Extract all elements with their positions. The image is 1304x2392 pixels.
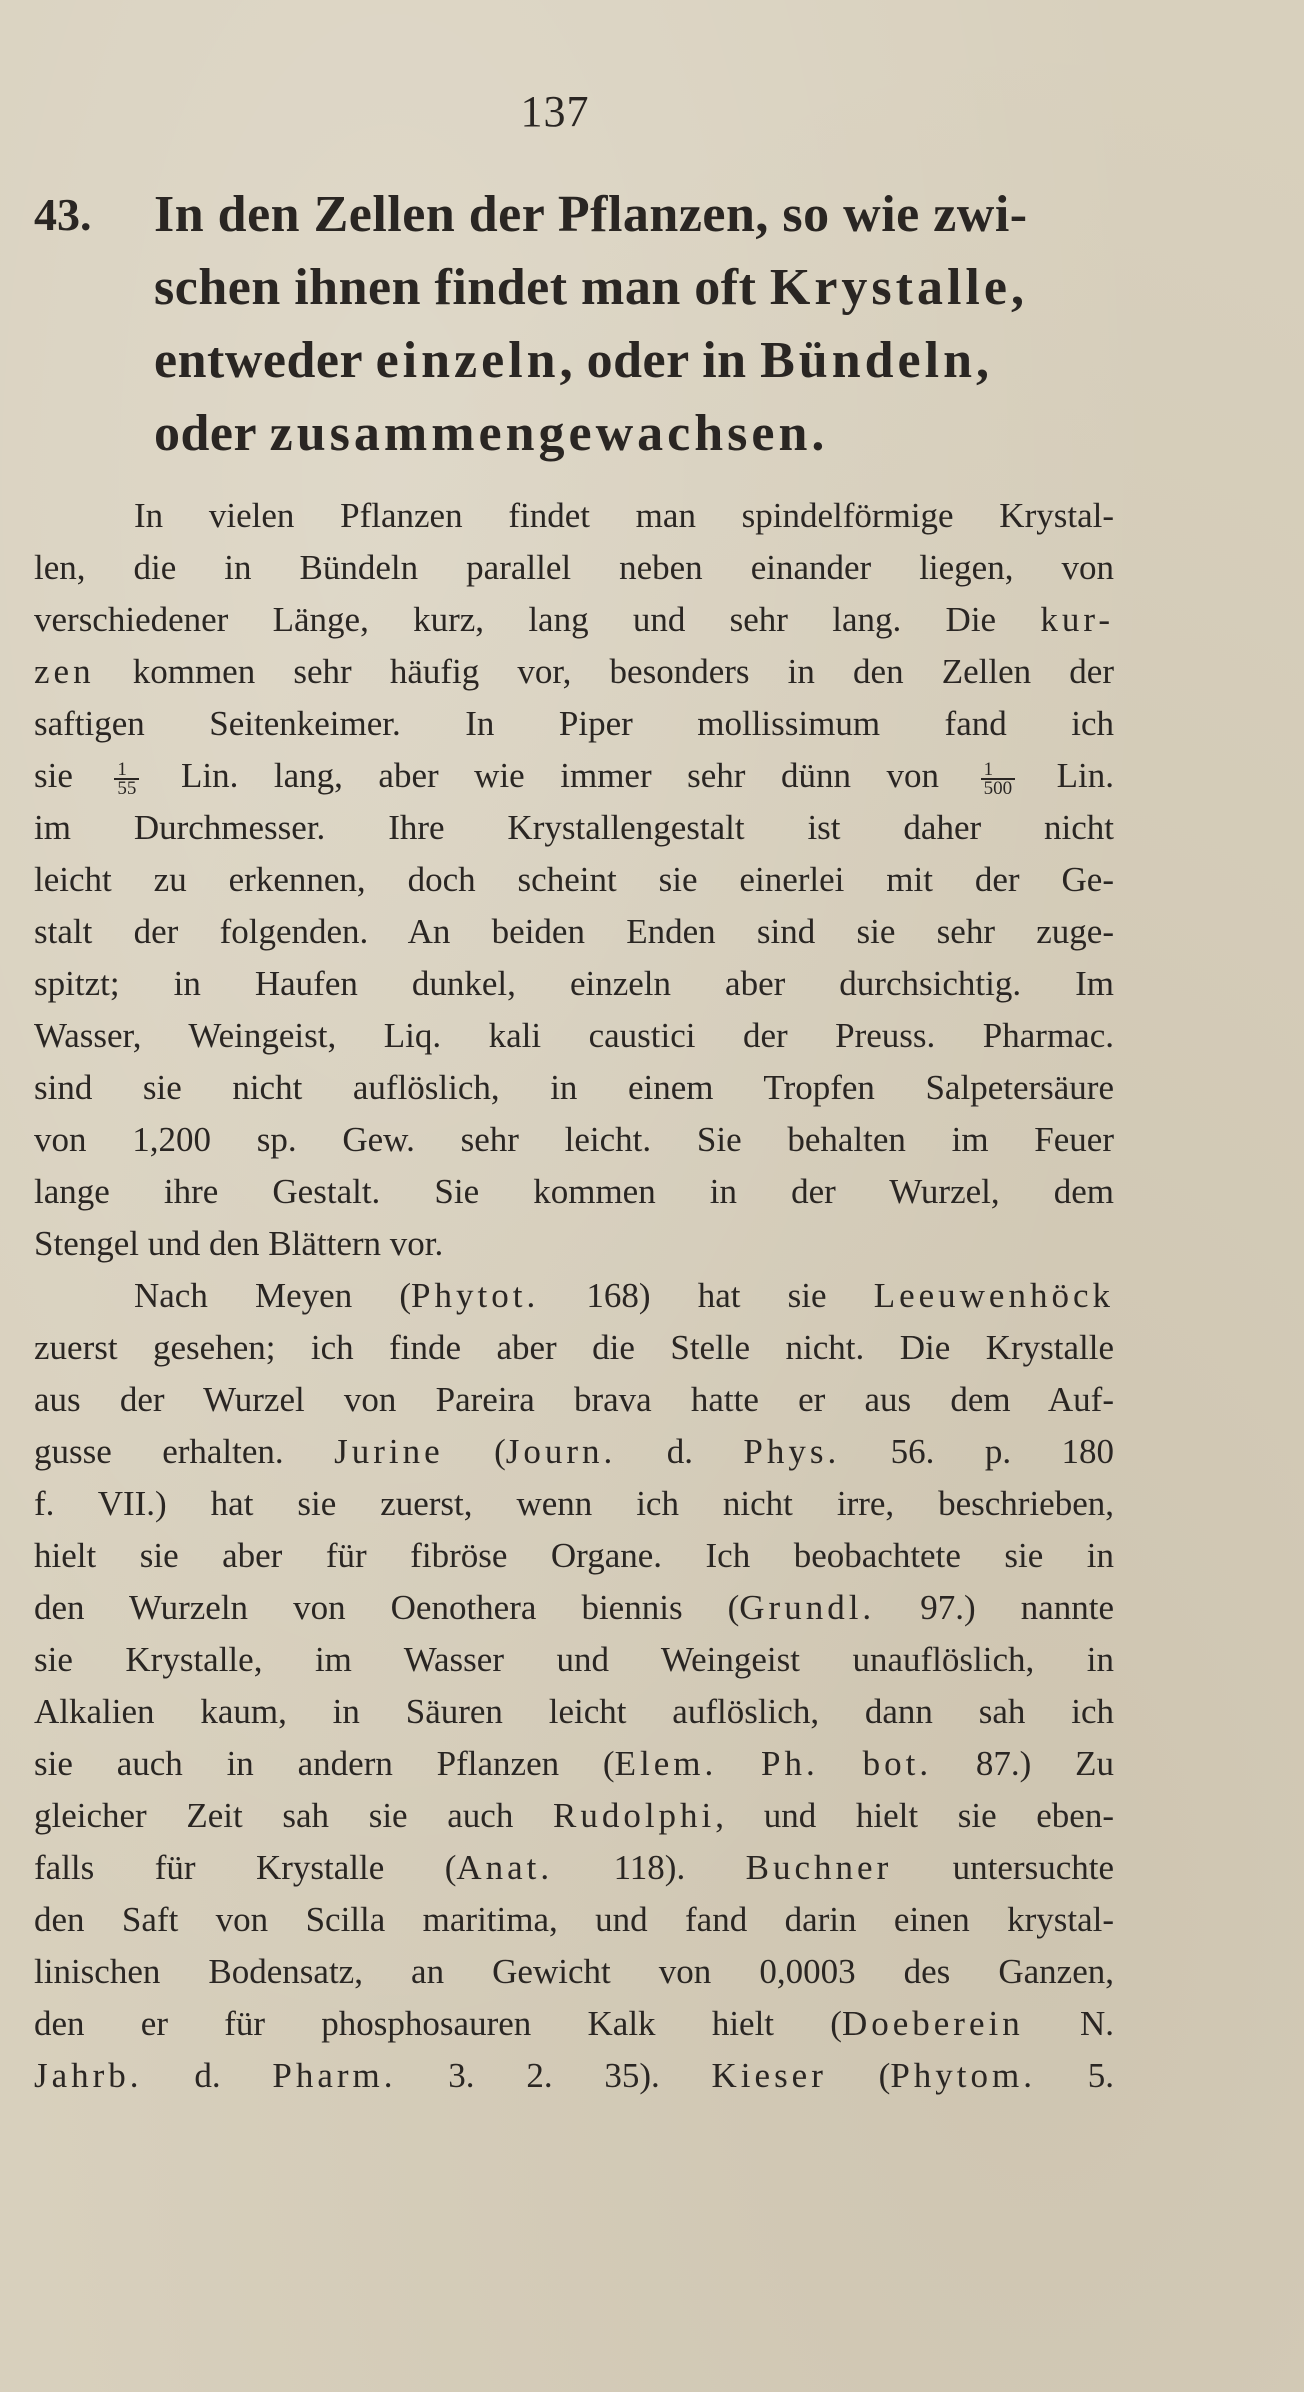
text-line	[34, 1634, 1114, 1686]
text-line	[34, 1114, 1114, 1166]
text-line	[34, 1062, 1114, 1114]
fraction	[114, 758, 139, 799]
spaced-text: Phys.	[743, 1432, 841, 1471]
text-line	[34, 646, 1114, 698]
text-run: f. VII.) hat sie zuerst, wenn ich nicht irre, beschrieben,	[34, 1484, 1114, 1523]
text-line	[34, 1998, 1114, 2050]
text-line	[34, 1790, 1114, 1842]
text-line	[34, 1010, 1114, 1062]
fraction-numerator: 1	[981, 761, 1016, 780]
spaced-text: Jahrb.	[34, 2056, 143, 2095]
text-line	[34, 1686, 1114, 1738]
spaced-text: Phytom.	[890, 2056, 1036, 2095]
section-43	[34, 178, 1114, 470]
text-line	[34, 698, 1114, 750]
heading-line	[154, 397, 1114, 470]
text-run: den Wurzeln von Oenothera biennis (	[34, 1588, 740, 1627]
spaced-text: Buchner	[745, 1848, 893, 1887]
spaced-text: Bündeln	[760, 332, 976, 389]
text-run: verschiedener Länge, kurz, lang und sehr lang. Die	[34, 600, 1041, 639]
text-run: den er für phosphosauren Kalk hielt (	[34, 2004, 842, 2043]
text-line	[34, 1426, 1114, 1478]
text-line	[34, 1322, 1114, 1374]
text-run: schen ihnen findet man oft	[154, 259, 770, 316]
text-run: sind sie nicht auflöslich, in einem Tropfen Salpetersäure	[34, 1068, 1114, 1107]
text-run: leicht zu erkennen, doch scheint sie einerlei mit der Ge-	[34, 860, 1114, 899]
spaced-text: Grundl.	[739, 1588, 876, 1627]
text-run: d.	[616, 1432, 744, 1471]
text-run	[717, 1744, 761, 1783]
text-line	[34, 1478, 1114, 1530]
text-run: (	[443, 1432, 506, 1471]
spaced-text: einzeln	[375, 332, 560, 389]
text-run: , und hielt sie eben-	[715, 1796, 1114, 1835]
text-line	[34, 1738, 1114, 1790]
text-run: d.	[142, 2056, 273, 2095]
text-line	[34, 2050, 1114, 2102]
text-run: entweder	[154, 332, 376, 389]
text-run: stalt der folgenden. An beiden Enden sind sie sehr zuge-	[34, 912, 1114, 951]
text-run: im Durchmesser. Ihre Krystallengestalt ist daher nicht	[34, 808, 1114, 847]
spaced-text: Elem.	[614, 1744, 718, 1783]
text-run: oder	[154, 405, 270, 462]
text-run: 87.) Zu	[932, 1744, 1114, 1783]
text-run: gleicher Zeit sah sie auch	[34, 1796, 553, 1835]
text-line	[34, 802, 1114, 854]
spaced-text: Rudolphi	[552, 1796, 716, 1835]
page-number: 137	[520, 87, 590, 136]
text-run: Alkalien kaum, in Säuren leicht auflöslich, dann sah ich	[34, 1692, 1114, 1731]
text-run: falls für Krystalle (	[34, 1848, 457, 1887]
text-line	[34, 1270, 1114, 1322]
text-run: Nach Meyen (	[134, 1276, 412, 1315]
text-run: 97.) nannte	[875, 1588, 1114, 1627]
text-line	[34, 1374, 1114, 1426]
text-run: (	[826, 2056, 891, 2095]
text-run: N.	[1023, 2004, 1115, 2043]
fraction	[981, 758, 1016, 799]
text-run: , oder in	[559, 332, 761, 389]
spaced-text: Anat.	[456, 1848, 554, 1887]
text-run: sie	[34, 756, 109, 795]
text-run: zuerst gesehen; ich finde aber die Stelle nicht. Die Krystalle	[34, 1328, 1114, 1367]
section-number: 43.	[34, 189, 92, 240]
text-line	[34, 854, 1114, 906]
text-run: spitzt; in Haufen dunkel, einzeln aber durchsichtig. Im	[34, 964, 1114, 1003]
text-run: von 1,200 sp. Gew. sehr leicht. Sie behalten im Feuer	[34, 1120, 1114, 1159]
text-line	[34, 1530, 1114, 1582]
spaced-text: Krystalle,	[769, 259, 1028, 316]
text-run	[819, 1744, 863, 1783]
text-run: Wasser, Weingeist, Liq. kali caustici der Preuss. Pharmac.	[34, 1016, 1114, 1055]
text-run: Lin.	[1021, 756, 1114, 795]
text-line	[34, 542, 1114, 594]
text-run: len, die in Bündeln parallel neben einander liegen, von	[34, 548, 1114, 587]
text-run: 3. 2. 35).	[396, 2056, 712, 2095]
text-run: sie auch in andern Pflanzen (	[34, 1744, 615, 1783]
text-run: untersuchte	[892, 1848, 1115, 1887]
text-run: 5.	[1036, 2056, 1115, 2095]
text-line	[34, 906, 1114, 958]
text-run: kommen sehr häufig vor, besonders in den Zellen der	[94, 652, 1114, 691]
spaced-text: kur-	[1040, 600, 1114, 639]
spaced-text: Jurine	[334, 1432, 444, 1471]
spaced-text: Kieser	[711, 2056, 827, 2095]
fraction-denominator: 55	[117, 777, 137, 799]
text-run: aus der Wurzel von Pareira brava hatte er aus dem Auf-	[34, 1380, 1114, 1419]
spaced-text: bot.	[862, 1744, 933, 1783]
heading-line	[154, 324, 1114, 397]
text-run: saftigen Seitenkeimer. In Piper mollissimum fand ich	[34, 704, 1114, 743]
text-line	[34, 594, 1114, 646]
text-line	[34, 750, 1114, 802]
spaced-text: Phytot.	[411, 1276, 540, 1315]
text-run: hielt sie aber für fibröse Organe. Ich beobachtete sie in	[34, 1536, 1114, 1575]
heading-line	[154, 178, 1114, 251]
spaced-text: zen	[34, 652, 95, 691]
text-line	[34, 490, 1114, 542]
text-run: In den Zellen der Pflanzen, so wie zwi-	[154, 186, 1028, 243]
text-line	[34, 1894, 1114, 1946]
section-heading	[154, 178, 1114, 470]
text-line	[34, 1218, 1114, 1270]
text-line	[34, 1946, 1114, 1998]
heading-line	[154, 251, 1114, 324]
text-run: 168) hat sie	[539, 1276, 874, 1315]
text-run: 56. p. 180	[840, 1432, 1115, 1471]
text-run: ,	[975, 332, 990, 389]
text-run: In vielen Pflanzen findet man spindelförmige Krystal-	[134, 496, 1114, 535]
fraction-denominator: 500	[983, 777, 1013, 799]
text-line	[34, 1166, 1114, 1218]
text-line	[34, 1582, 1114, 1634]
spaced-text: zusammengewachsen.	[269, 405, 829, 462]
spaced-text: Ph.	[761, 1744, 819, 1783]
text-run: Stengel und den Blättern vor.	[34, 1224, 444, 1263]
text-line	[34, 1842, 1114, 1894]
text-run: gusse erhalten.	[34, 1432, 335, 1471]
text-run: sie Krystalle, im Wasser und Weingeist unauflöslich, in	[34, 1640, 1114, 1679]
spaced-text: Journ.	[505, 1432, 617, 1471]
text-line	[34, 958, 1114, 1010]
text-run: 118).	[553, 1848, 746, 1887]
spaced-text: Pharm.	[272, 2056, 397, 2095]
spaced-text: Leeuwenhöck	[873, 1276, 1114, 1315]
text-run: lange ihre Gestalt. Sie kommen in der Wurzel, dem	[34, 1172, 1114, 1211]
text-run: den Saft von Scilla maritima, und fand darin einen krystal-	[34, 1900, 1114, 1939]
body-text	[34, 490, 1114, 2102]
fraction-numerator: 1	[114, 761, 139, 780]
text-run: linischen Bodensatz, an Gewicht von 0,0003 des Ganzen,	[34, 1952, 1114, 1991]
spaced-text: Doeberein	[841, 2004, 1024, 2043]
text-run: Lin. lang, aber wie immer sehr dünn von	[145, 756, 975, 795]
